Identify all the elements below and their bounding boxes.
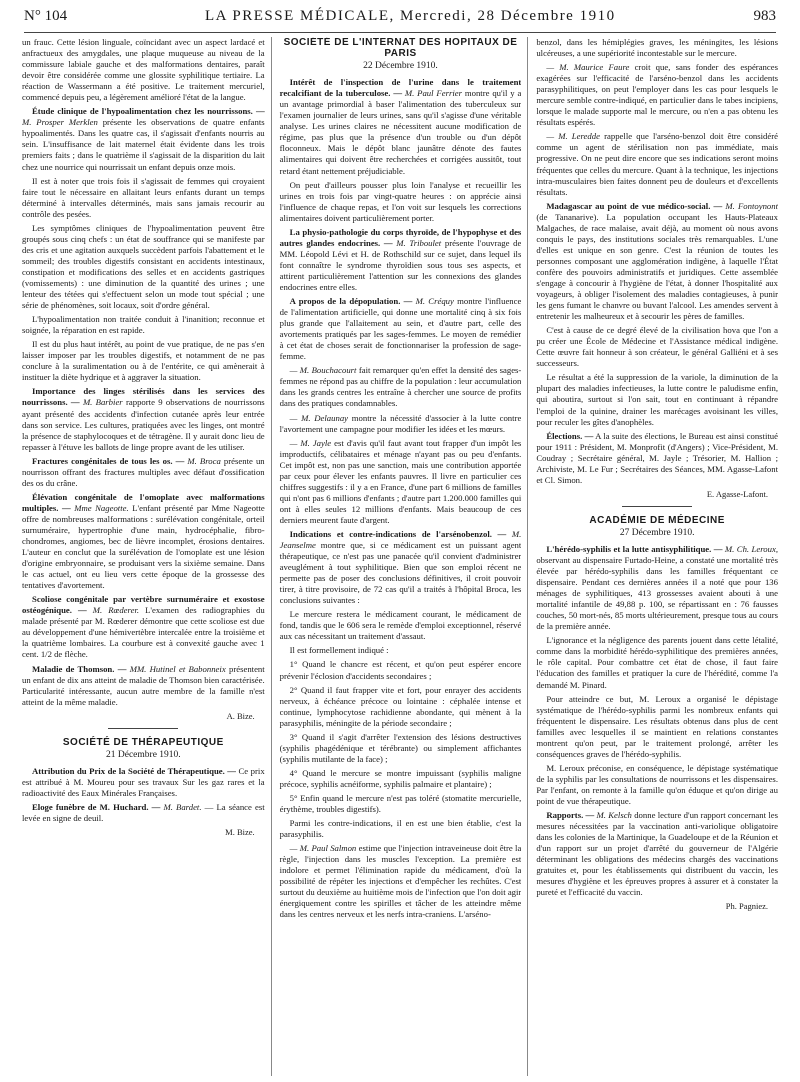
author: M. Broca: [187, 455, 221, 466]
entry-text: L'examen des radiographies du malade présenté par M. Rœderer démontre que cette scoliose est due au développement d'une hémivertèbre intercalée entre la troisième et la quatrième lombaires. La courbure est à convexité gauche avec 1 cent. 1/2 de flèche.: [22, 605, 265, 660]
paragraph: Il est à noter que trois fois il s'agissait de femmes qui croyaient faire tout le nécessaire en allaitant leurs enfants durant un temps déterminé à intervalles déterminés, mais sans jamais recourir au contrôle des pesées.: [22, 175, 265, 219]
entry-text: rappelle que l'arséno-benzol doit être considéré comme un agent de stérilisation non pas immédiate, mais progressive. On ne peut dire encore que ses indications seront moins fréquentes que celles du mercure. Quant à la technique, les injections intra-musculaires bien faites donnent peu de douleurs et d'excellents résultats.: [536, 131, 778, 197]
entry-title: Eloge funèbre de M. Huchard. —: [32, 802, 161, 812]
paragraph: [280, 438, 522, 526]
entry-title: Importance des linges stérilisés dans les services des nourrissons. —: [22, 386, 265, 408]
section-heading: ACADÉMIE DE MÉDECINE: [589, 514, 725, 526]
paragraph: [280, 227, 522, 293]
paragraph: [536, 544, 778, 632]
signature: E. Agasse-Lafont.: [706, 488, 768, 499]
entry-text: donne lecture d'un rapport concernant les mesures nécessitées par la vaccination anti-variolique obligatoire dans les colonies de la Martinique, la Guadeloupe et de la Réunion et d'un rapport sur un projet d'arrêté du gouverneur de l'Algérie déterminant les obligations des médecins chargés des vaccinations gratuites et, pour les établissements qui distribuent du vaccin, les mesures d'hygiène et les épreuves propres à assurer et à constater la pureté et l'efficacité du vaccin.: [536, 810, 778, 898]
paragraph: M. Leroux préconise, en conséquence, le dépistage systématique de la syphilis par les consultations de nourrissons et les dispensaires. Par l'enfant, on remonte à la famille qu'on éduque et qu'on dirige au point de vue thérapeutique.: [536, 762, 778, 806]
column-right: [527, 37, 778, 1076]
issue-number: N° 104: [24, 8, 68, 24]
divider: [108, 728, 178, 729]
paragraph: L'hypoalimentation non traitée conduit à l'inanition; reconnue et soignée, la réparation en est rapide.: [22, 314, 265, 336]
entry-text: présente les observations de quatre enfants hypoalimentés. Dans les quatre cas, il s'agissait d'enfants nourris au sein. L'insuffisance de lait maternel était évidente dans les trois premiers faits ; dans le quatrième il s'agissait de la disparition du lait chez une nourrice qui nourrissait un enfant depuis onze mois.: [22, 117, 265, 172]
entry-title: Fractures congénitales de tous les os. —: [32, 455, 185, 466]
paragraph: [536, 62, 778, 128]
entry-title: Rapports. —: [546, 810, 595, 821]
paragraph: Les symptômes cliniques de l'hypoalimentation peuvent être groupés sous cinq chefs : un état de souffrance qui se manifeste par des cris et une agitation auxquels succèdent parfois l'abattement et le sommeil; des troubles digestifs consistant en accidents intestinaux, constipation et modifications des selles et en accidents gastriques (vomissements) : une diminution de la quantité des urines ; une lenteur des tétées qui s'effectuent selon un mode tout spécial ; une série de phénomènes, soit locaux, soit d'ordre général.: [22, 222, 265, 311]
column-left: [22, 37, 265, 1076]
entry-text: montre la nécessité d'associer à la lutte contre l'avortement une campagne pour modifier les idées et les mœurs.: [279, 412, 522, 434]
paragraph: [22, 802, 265, 824]
author: — M. Paul Salmon: [289, 843, 357, 854]
entry-title: La physio-pathologie du corps thyroïde, de l'hypophyse et des autres glandes endocrines. —: [279, 226, 522, 248]
paragraph: C'est à cause de ce degré élevé de la civilisation hova que l'on a pu créer une École de Médecine et l'Assistance médical indigène. Cette œuvre fait honneur à son créateur, le général Galliéni et à ses successeurs.: [536, 325, 778, 369]
paragraph: Le mercure restera le médicament courant, le médicament de fond, tandis que le 606 sera le remède d'emploi exceptionnel, réservé aux cas nécessitant un traitement d'assaut.: [279, 609, 522, 642]
page-number: 983: [753, 8, 776, 24]
entry-title: Intérêt de l'inspection de l'urine dans le traitement recalcifiant de la tuberculose. —: [279, 77, 522, 99]
section-date: 27 Décembre 1910.: [619, 527, 695, 538]
entry-title: L'hérédo-syphilis et la lutte antisyphilitique. —: [546, 543, 723, 554]
paragraph: [22, 492, 265, 591]
paragraph: Il est formellement indiqué :: [289, 645, 389, 656]
author: — M. Delaunay: [289, 412, 349, 423]
author: — M. Bouchacourt: [289, 365, 357, 376]
entry-text: Ce prix est attribué à M. Moureu pour ses travaux Sur les gaz rares et la radioactivité des Eaux Minérales Françaises.: [22, 765, 265, 798]
entry-text: (de Tananarive). La population occupant les Hauts-Plateaux Malgaches, de race malaise, avait déjà, au moment où nous avons conquis le pays, des institutions sociales très remarquables. L'une d'elles est unique en son genre. C'est la réunion de toutes les personnes composant une agglomération indigène, à laquelle l'État confère des pouvoirs administratifs et juridiques. Cette assemblée s'engage à concourir à l'hygiène de l'état, à donner l'hospitalité aux voyageurs, à obliger l'isolement des maladies contagieuses, à punir les gens fumant le chanvre ou buvant l'alcool. Les amendes servent à entretenir les malheureux et à secourir les pères de familles.: [536, 211, 778, 322]
entry-text: montre qu'il y a un avantage primordial à baser l'alimentation des tuberculeux sur l'examen journalier de leurs urines, sans qu'il s'agisse d'une véritable analyse. Les urines claires ne nécessitent aucune modification de régime, pas plus que la présence d'un trouble ou d'un dépôt floconneux. Mais le dépôt blanc jaunâtre dénote des fautes alimentaires qui doivent être recherchées et corrigées aussitôt, tout retard étant nettement préjudiciable.: [279, 88, 522, 176]
entry-title: Scoliose congénitale par vertèbre surnuméraire et exostose ostéogénique. —: [22, 594, 265, 616]
paragraph: [280, 77, 522, 176]
entry-text: fait remarquer qu'en effet la densité des sages-femmes ne répond pas au chiffre de la population : leur accumulation dans les grands centres les entraîne à chercher une source de profits dans des pratiques condamnables.: [279, 365, 522, 409]
article-columns: [22, 37, 778, 1076]
paragraph: [280, 365, 522, 409]
paragraph: On peut d'ailleurs pousser plus loin l'analyse et recueillir les urines en trois fois par vingt-quatre heures : on apprécie ainsi l'influence de chaque repas, et l'on voit sur lesquels les corrections alimentaires doivent particulièrement porter.: [279, 179, 522, 223]
paragraph: [280, 529, 522, 606]
section-date: 22 Décembre 1910.: [363, 61, 438, 72]
journal-title: LA PRESSE MÉDICALE, Mercredi, 28 Décembre 1910: [204, 8, 616, 24]
paragraph: Il est du plus haut intérêt, au point de vue pratique, de ne pas s'en laisser imposer par les troubles digestifs, et notamment de ne pas conclure à la suralimentation ou à de l'entérite, ce qui amènerait à instituer la diète hydrique et à aggraver la situation.: [22, 339, 265, 383]
author: M. Ch. Leroux,: [724, 543, 778, 554]
paragraph: [22, 594, 265, 660]
paragraph: L'ignorance et la négligence des parents jouent dans cette létalité, comme dans la morbidité hérédo-syphilitique des premières années, le rôle capital. Pour combattre cet état de chose, il faut faire l'éducation des familles et pratiquer la cure de l'hérédité, comme l'a demandé M. Pinard.: [536, 635, 778, 690]
entry-text: estime que l'injection intraveineuse doit être la règle, l'injection dans les muscles l'exception. La première est indolore et permet l'élimination rapide du médicament, d'où la possibilité de répéter les injections et d'empêcher les rechûtes. C'est surtout du deuxième au huitième mois de l'infection que l'on doit agir énergiquement contre les spirilles et tâcher de les atteindre même dans les centres nerveux et les nerfs intra-craniens. L'arséno-: [279, 843, 522, 920]
paragraph: un frauc. Cette lésion linguale, coïncidant avec un aspect lardacé et anfractueux des amygdales, une plaque muqueuse au niveau de la commissure labiale gauche et des malformations dentaires, paraît devoir être considérée comme une glossite syphilitique tertiaire. La réaction de Wassermann a été positive. Le traitement mercuriel, commencé depuis peu, a légèrement amélioré l'état de la langue.: [22, 37, 265, 103]
paragraph: 2° Quand il faut frapper vite et fort, pour enrayer des accidents nerveux, à échéance précoce ou lointaine : céphalée intense et continue, lymphocytose rachidienne abondante, qui mènent à la parasyphilis, méningite de la période secondaire ;: [279, 684, 522, 728]
entry-title: Indications et contre-indications de l'arsénobenzol. —: [289, 528, 507, 539]
paragraph: 5° Enfin quand le mercure n'est pas toléré (stomatite mercurielle, érythème, troubles digestifs).: [279, 793, 522, 815]
entry-title: Étude clinique de l'hypoalimentation chez les nourrissons. —: [32, 106, 265, 117]
paragraph: [280, 843, 522, 920]
paragraph: [536, 431, 778, 486]
entry-title: Élévation congénitale de l'omoplate avec malformations multiples. —: [22, 491, 265, 513]
author: M. Créquy: [415, 296, 454, 307]
paragraph: [536, 131, 778, 197]
author: M. Triboulet: [396, 237, 442, 248]
paragraph: [22, 106, 265, 172]
author: M. Jeanselme: [279, 528, 522, 551]
author: MM. Hutinel et Babonneix: [129, 663, 226, 674]
entry-text: croit que, sans fonder des espérances exagérées sur l'efficacité de l'arséno-benzol dans les accidents parasyphilitiques, on peut l'employer dans les cas pour lesquels le mercure semble contre-indiqué, en particulier dans le tabes incipiens, lorsque le malade supporte mal le mercure, ou n'en a pas obtenu les résultats espérés.: [536, 62, 778, 128]
author: — M. Leredde: [546, 131, 600, 142]
paragraph: [280, 296, 522, 362]
author: M. Kelsch: [596, 810, 632, 821]
column-middle: [271, 37, 522, 1076]
paragraph: benzol, dans les hémiplégies graves, les méningites, les lésions ulcéreuses, a une supériorité incontestable sur le mercure.: [536, 37, 778, 59]
entry-title: Madagascar au point de vue médico-social. —: [546, 200, 723, 211]
entry-text: observant au dispensaire Furtado-Heine, a constaté une mortalité très élevée par hérédo-syphilis dans les familles fréquentant ce dispensaire. Pendant ces dernières années il a noté que pour 136 ménages de syphilitiques, 413 grossesses avaient abouti à une mortalité infantile de 49,88 p. 100, se répartissant en : 76 fausses couches, 50 mort-nés, 85 morts ultérieurement, presque tous au cours de la première année.: [536, 555, 778, 632]
signature: A. Bize.: [226, 710, 255, 721]
divider: [622, 506, 692, 507]
paragraph: [536, 201, 778, 323]
section-heading: SOCIÉTÉ DE THÉRAPEUTIQUE: [62, 736, 224, 748]
section-heading: SOCIÉTÉ DE L'INTERNAT DES HOPITAUX DE PARIS: [283, 37, 518, 60]
entry-text: présente un nourrisson offrant des fractures multiples avec défaut d'ossification des os du crâne.: [22, 455, 265, 488]
paragraph: Parmi les contre-indications, il en est une bien établie, c'est la parasyphilis.: [279, 818, 522, 840]
paragraph: [22, 766, 265, 799]
entry-text: L'enfant présenté par Mme Nageotte offre de nombreuses malformations : surélévation congénitale, orteil surnuméraire, hypertrophie d'une main, hydrocéphalie, fibro-chondromes, angiomes, bec de lièvre incomplet, érosions dentaires. L'auteur en conclut que la surélévation de l'omoplate est une lésion d'origine embryonnaire, se produisant vers la sixième semaine. Dans le cas actuel, ont eu lieu vers cette époque de la grossesse des tentatives d'avortement.: [22, 502, 265, 591]
signature: M. Bize.: [225, 827, 255, 838]
paragraph: 3° Quand il s'agit d'arrêter l'extension des lésions destructives (syphilis phagédénique et térébrante) ou simplement affichantes (syphilis mutilante de la face) ;: [279, 731, 522, 764]
paragraph: 4° Quand le mercure se montre impuissant (syphilis maligne précoce, syphilis acnéiforme, syphilis palmaire et plantaire) ;: [279, 767, 522, 789]
paragraph: Pour atteindre ce but, M. Leroux a organisé le dépistage systématique de l'hérédo-syphilis parmi les nombreux enfants qui fréquentent le dispensaire. Les résultats obtenus dans plus de cent familles avec lesquelles il se maintient en relations constantes montrent qu'on peut, par le traitement prolongé, arrêter les conséquences graves de l'hérédo-syphilis.: [536, 693, 778, 759]
author: M. Paul Ferrier: [404, 88, 462, 99]
entry-title: Maladie de Thomson. —: [32, 663, 127, 674]
author: Mme Nageotte.: [74, 502, 129, 513]
entry-text: montre l'influence de l'alimentation artificielle, qui donne une mortalité cinq à six fois plus grande que l'allaitement au sein, et d'autre part, celle des avortements pratiqués par les sages-femmes. Le moyen de remédier à cet état de choses serait de fonctionnariser la profession de sage-femme.: [279, 296, 522, 362]
author: M. Prosper Merklen: [22, 117, 98, 128]
author: M. Bardet.: [163, 802, 202, 812]
paragraph: Le résultat a été la suppression de la variole, la diminution de la plupart des maladies infectieuses, la lutte contre le paludisme enfin, qui aboutira, surtout si l'on sait, tout en continuant à répandre l'emploi de la quinine, drainer les marécages avoisinant les villes, pour reculer les gîtes d'anophèles.: [536, 372, 778, 427]
author: M. Fontoynont: [725, 200, 778, 211]
paragraph: [280, 413, 522, 435]
entry-text: est d'avis qu'il faut avant tout frapper d'un impôt les improductifs, célibataires et ménage n'ayant pas ou peu d'enfants. Cet impôt est, non pas une sanction, mais une contribution apportée par ceux pour élever les enfants pauvres. Il livre en particulier ces chiffres suggestifs : il y a en France, d'une part 6 millions de familles qui n'ont pas 6 millions d'enfants ; d'autre part 1.200.000 familles qui ont à elles seules 12 millions d'enfants. Mais beaucoup de ces derniers meurent faute d'argent.: [279, 437, 522, 525]
entry-text: présente l'ouvrage de MM. Léopold Lévi et H. de Rothschild sur ce sujet, dans lequel ils font connaître le syndrome thyroïdien sous tous ses aspects, et attirent particulièrement l'attention sur les connexions des glandes endocrines entre elles.: [279, 237, 522, 292]
entry-text: montre que, si ce médicament est un puissant agent thérapeutique, ce n'est pas une panacée qu'il convient d'administrer aveuglément à tout syphilitique. Bien que son emploi récent ne permette pas de poser des conclusions définitives, il croit pouvoir tirer, à titre provisoire, de 72 cas qu'il a traités à l'hôpital Broca, les conclusions suivantes :: [279, 540, 522, 606]
section-date: 21 Décembre 1910.: [106, 749, 181, 760]
entry-text: A la suite des élections, le Bureau est ainsi constitué pour 1911 : Président, M. Monprofit (d'Angers) ; Vice-Président, M. Coudray ; Secrétaire général, M. Jayle ; Trésorier, M. Hallion ; Archiviste, M. Le Fur ; Secrétaires des Séances, MM. Agasse-Lafont et Cl. Simon.: [536, 430, 778, 485]
author: M. Rœderer.: [92, 605, 140, 616]
entry-text: rapporte 9 observations de nourrissons ayant présenté des accidents d'infection cutanée après leur entrée dans son service. Les cultures, pratiquées avec les linges, ont montré la présence de staphylocoques et de tétragène. Il y aurait donc lieu de repasser à l'étuve les ballots de linge propre avant de les utiliser.: [22, 397, 265, 452]
paragraph: [22, 386, 265, 452]
paragraph: [22, 664, 265, 708]
paragraph: [22, 456, 265, 489]
paragraph: 1° Quand le chancre est récent, et qu'on peut espérer encore prévenir l'éclosion d'accidents secondaires ;: [279, 659, 522, 681]
entry-title: A propos de la dépopulation. —: [289, 296, 413, 307]
page-header: [24, 8, 776, 33]
author: — M. Maurice Faure: [546, 62, 630, 73]
author: M. Barbier: [82, 397, 123, 408]
entry-text: — La séance est levée en signe de deuil.: [22, 802, 265, 824]
author: — M. Jayle: [289, 437, 332, 448]
entry-title: Élections. —: [546, 430, 594, 441]
signature: Ph. Pagniez.: [725, 901, 768, 912]
entry-title: Attribution du Prix de la Société de Thérapeutique. —: [32, 765, 236, 776]
paragraph: [536, 810, 778, 898]
entry-text: présentent un enfant de dix ans atteint de maladie de Thomson bien caractérisée. Particularité intéressante, aucun autre membre de la famille n'est atteint de la même maladie.: [22, 663, 265, 707]
